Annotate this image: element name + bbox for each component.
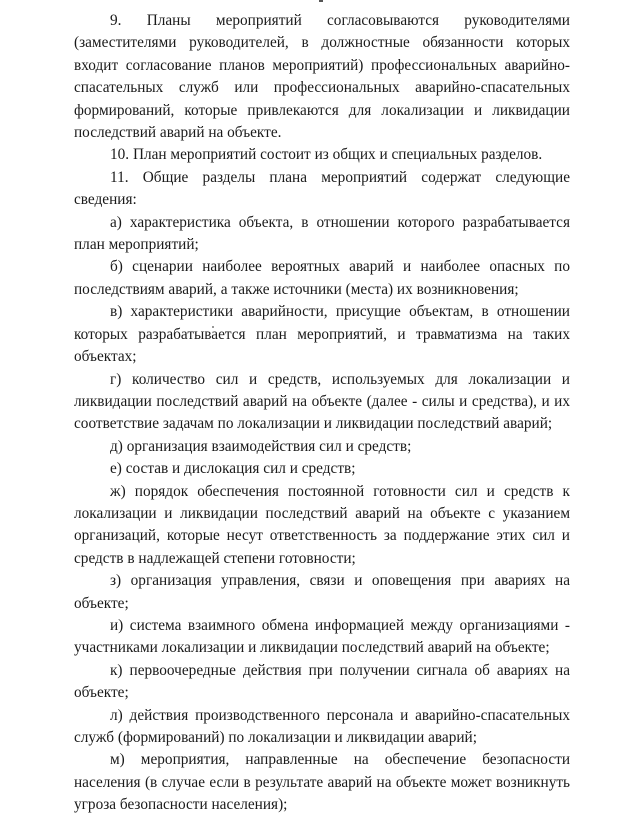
list-item-i: и) система взаимного обмена информацией между организациями - участниками локализации и ликвидации последствий аварий на объекте; (74, 616, 570, 657)
list-item-k: к) первоочередные действия при получении сигнала об авариях на объекте; (74, 661, 570, 702)
list-item-m: м) мероприятия, направленные на обеспечение безопасности населения (в случае если в результате аварий на объекте может возникнуть угроза безопасности населения); (74, 751, 570, 814)
list-item-d: д) организация взаимодействия сил и средств; (110, 437, 412, 455)
paragraph-10: 10. План мероприятий состоит из общих и специальных разделов. (110, 146, 543, 164)
list-item-b: б) сценарии наиболее вероятных аварий и наиболее опасных по последствиям аварий, а также источники (места) их возникновения; (74, 258, 570, 298)
list-item-a: а) характеристика объекта, в отношении которого разрабатывается план мероприятий; (74, 213, 570, 254)
list-item-z: з) организация управления, связи и оповещения при авариях на объекте; (74, 572, 570, 612)
list-item-g: г) количество сил и средств, используемых для локализации и ликвидации последствий аварий на объекте (далее - силы и средства), и их соответствие задачам по локализации и ликвидации последствий аварий; (74, 370, 570, 433)
paragraph-9: 9. Планы мероприятий согласовываются руководителями (заместителями руководителей, в должностные обязанности которых входит согласование планов мероприятий) профессиональных аварийно-спасательных служб или профессиональных аварийно-спасательных формирований, которые привлекаются для локализации и ликвидации последствий аварий на объекте. (74, 12, 570, 142)
list-item-zh: ж) порядок обеспечения постоянной готовности сил и средств к локализации и ликвидации последствий аварий на объекте с указанием организаций, которые несут ответственность за поддержание этих сил и средств в надлежащей степени готовности; (74, 482, 570, 567)
list-item-l: л) действия производственного персонала и аварийно-спасательных служб (формирований) по локализации и ликвидации аварий; (74, 706, 570, 746)
list-item-v: в) характеристики аварийности, присущие объектам, в отношении которых разрабатывается план мероприятий, и травматизма на таких объектах; (74, 303, 570, 366)
paragraph-11: 11. Общие разделы плана мероприятий содержат следующие сведения: (74, 168, 570, 209)
document-page (74, 10, 570, 817)
scan-speck (319, 0, 323, 2)
list-item-e: е) состав и дислокация сил и средств; (110, 460, 356, 478)
